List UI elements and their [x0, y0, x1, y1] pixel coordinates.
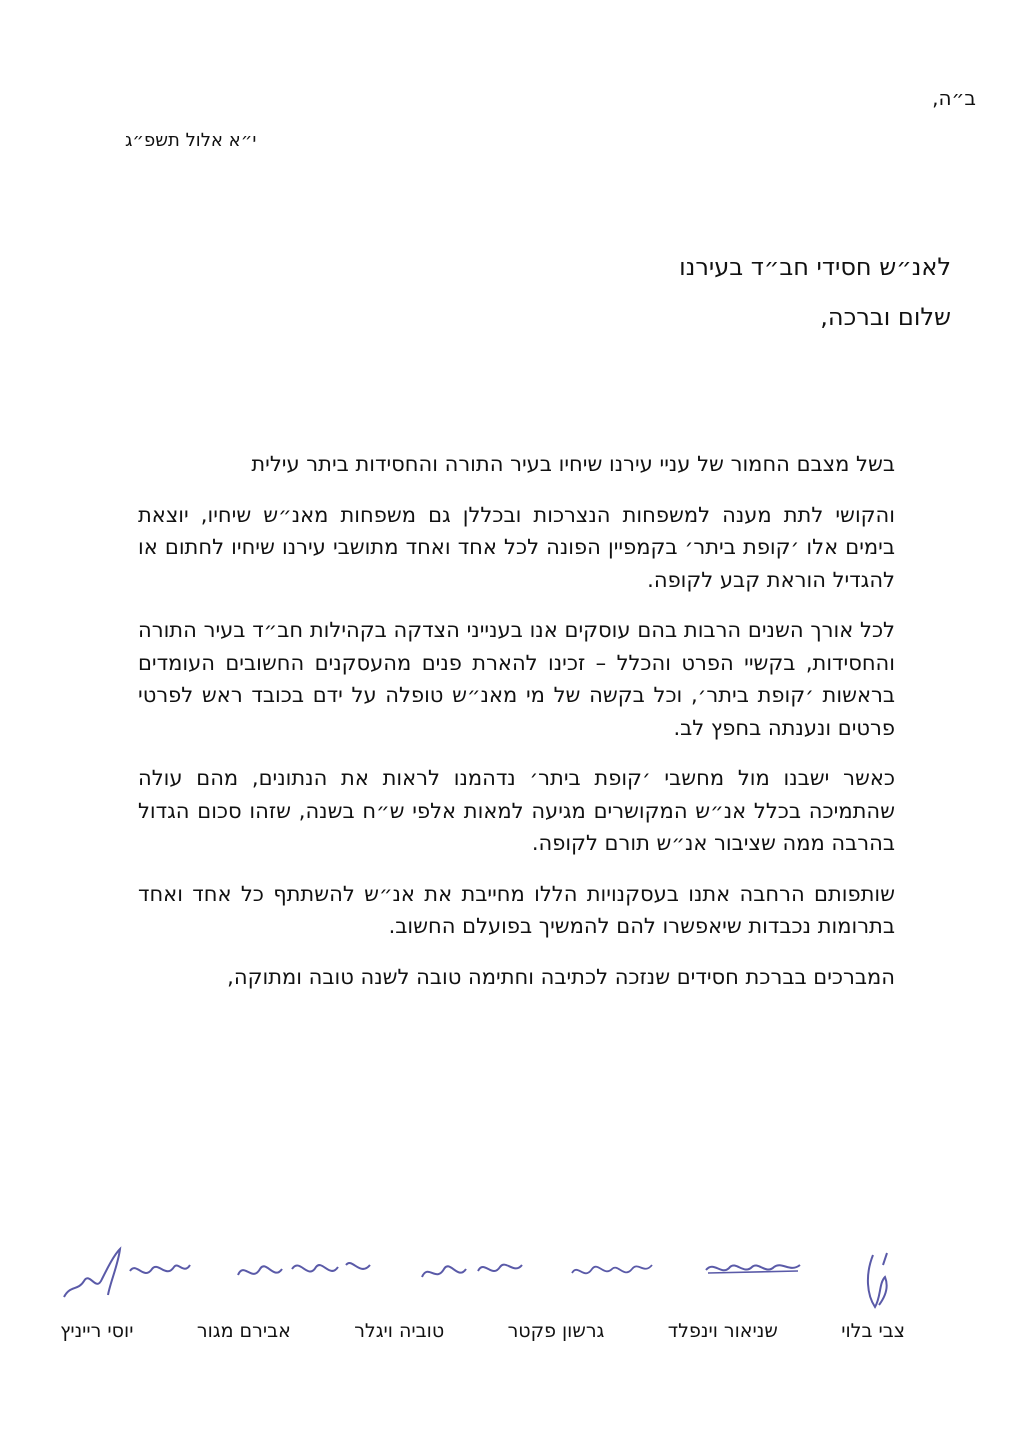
signature-1: [845, 1235, 905, 1325]
signature-4: [414, 1235, 529, 1325]
signatures: [60, 1235, 905, 1325]
signature-3: [566, 1235, 661, 1325]
signatory-name: גרשון פקטר: [507, 1320, 605, 1342]
letter-date: י״א אלול תשפ״ג: [125, 130, 257, 151]
signature-6: [60, 1235, 195, 1325]
signature-2: [698, 1235, 808, 1325]
letter-body: [138, 448, 895, 993]
signatory-name: צבי בלוי: [841, 1320, 905, 1342]
greeting: שלום וברכה,: [820, 303, 951, 331]
signatory-names: [60, 1320, 905, 1350]
signatory-name: טוביה ויגלר: [354, 1320, 445, 1342]
bh-header: ב״ה,: [932, 86, 976, 110]
paragraph-5: שותפותם הרחבה אתנו בעסקנויות הללו מחייבת את אנ״ש להשתתף כל אחד ואחד בתרומות נכבדות שיאפשרו להם להמשיך בפועלם החשוב.: [138, 881, 895, 938]
paragraph-4: כאשר ישבנו מול מחשבי ׳קופת ביתר׳ נדהמנו לראות את הנתונים, מהם עולה שהתמיכה בכלל אנ״ש המקושרים מגיעה למאות אלפי ש״ח בשנה, שזהו סכום הגדול בהרבה ממה שציבור אנ״ש תורם לקופה.: [138, 766, 895, 855]
closing-paragraph: המברכים בברכת חסידים שנזכה לכתיבה וחתימה טובה לשנה טובה ומתוקה,: [227, 964, 895, 989]
signatory-name: אבירם מגור: [196, 1320, 291, 1342]
signatory-name: יוסי רייניץ: [60, 1320, 134, 1342]
paragraph-1: בשל מצבם החמור של עניי עירנו שיחיו בעיר התורה והחסידות ביתר עילית: [251, 452, 895, 476]
addressee: לאנ״ש חסידי חב״ד בעירנו: [679, 253, 951, 281]
paragraph-2: והקושי לתת מענה למשפחות הנצרכות ובכללן גם משפחות מאנ״ש שיחיו, יוצאת בימים אלו ׳קופת ביתר׳ בקמפיין הפונה לכל אחד ואחד מתושבי עירנו שיחיו לחתום או להגדיל הוראת קבע לקופה.: [138, 502, 895, 592]
paragraph-3: לכל אורך השנים הרבות בהם עוסקים אנו בענייני הצדקה בקהילות חב״ד בעיר התורה והחסידות, בקשיי הפרט והכלל – זכינו להארת פנים מהעסקנים החשובים העומדים בראשות ׳קופת ביתר׳, וכל בקשה של מי מאנ״ש טופלה על ידם בכובד ראש לפרטי פרטים ונענתה בחפץ לב.: [138, 618, 895, 740]
signatory-name: שניאור וינפלד: [667, 1320, 778, 1342]
signature-5: [232, 1235, 377, 1325]
